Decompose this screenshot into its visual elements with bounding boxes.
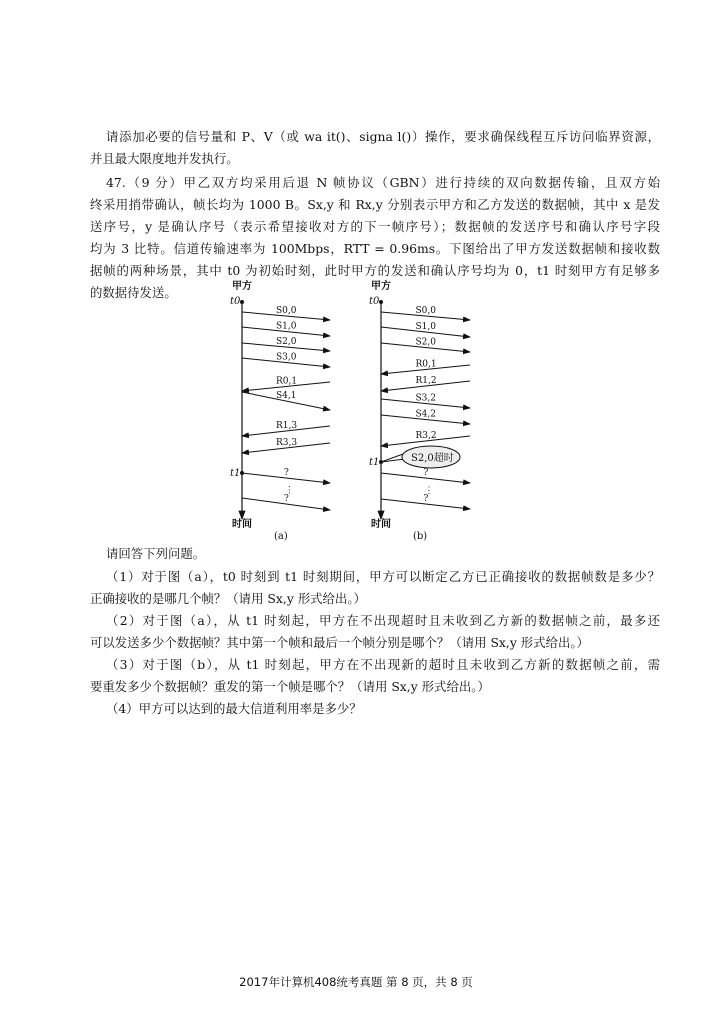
question-line: （3）对于图（b），从 t1 时刻起，甲方在不出现新的超时且未收到乙方新的数据帧之前，需	[106, 657, 660, 672]
frame-label: S4,1	[276, 391, 297, 401]
question-47-line: 均为 3 比特。信道传输速率为 100Mbps，RTT = 0.96ms。下图给出了甲方发送数据帧和接收数	[90, 241, 660, 256]
question-line: 可以发送多少个数据帧？其中第一个帧和最后一个帧分别是哪个？（请用 Sx,y 形式给出。）	[90, 635, 589, 650]
frame-label: S2,0	[415, 337, 436, 348]
frame-label: S3,0	[276, 352, 297, 363]
text-line: 并且最大限度地并发执行。	[90, 151, 239, 166]
question-line: （1）对于图（a），t0 时刻到 t1 时刻期间，甲方可以断定乙方已正确接收的数据帧数是多少？	[106, 569, 660, 584]
frame-label: R3,3	[276, 438, 298, 448]
caption: (b)	[413, 531, 428, 542]
ellipsis-dots: ⋮	[424, 486, 434, 496]
question-line: 请回答下列问题。	[106, 546, 206, 561]
question-line: （4）甲方可以达到的最大信道利用率是多少？	[106, 701, 362, 716]
question-47-line: 据帧的两种场景，其中 t0 为初始时刻，此时甲方的发送和确认序号均为 0，t1 时刻甲方有足够多	[90, 263, 660, 278]
t0-dot	[379, 300, 383, 304]
frame-label: S1,0	[276, 321, 297, 332]
caption: (a)	[274, 531, 288, 542]
frame-label: S0,0	[276, 306, 297, 316]
frame-label: S3,2	[415, 393, 436, 404]
frame-label: ?	[284, 494, 289, 504]
question-line: 正确接收的是哪几个帧？（请用 Sx,y 形式给出。）	[90, 591, 366, 606]
frame-label: R0,1	[415, 359, 437, 370]
frame-label: S2,0	[276, 337, 297, 347]
frame-label: S4,2	[415, 409, 436, 420]
party-label: 甲方	[232, 281, 252, 292]
frame-label: R1,3	[276, 421, 298, 431]
frame-label: R3,2	[415, 431, 437, 441]
frame-label: R1,2	[415, 376, 437, 386]
timeout-label: S2,0超时	[411, 453, 454, 464]
frame-label: ?	[284, 468, 289, 478]
diagram-b	[369, 279, 470, 542]
question-47-line: 终采用捎带确认，帧长均为 1000 B。Sx,y 和 Rx,y 分别表示甲方和乙方发送的数据帧，其中 x 是发	[90, 197, 660, 212]
question-line: （2）对于图（a），从 t1 时刻起，甲方在不出现超时且未收到乙方新的数据帧之前，最多还	[106, 613, 660, 628]
page-footer: 2017年计算机408统考真题 第 8 页，共 8 页	[239, 975, 473, 989]
time-label: 时间	[371, 519, 391, 530]
t0-dot	[240, 300, 244, 304]
frame-label: ?	[423, 494, 429, 504]
t0-label: t0	[230, 296, 241, 307]
question-47-line: 47.（9 分）甲乙双方均采用后退 N 帧协议（GBN）进行持续的双向数据传输，且双方始	[106, 175, 660, 190]
ellipsis-dots: ⋮	[285, 485, 294, 496]
question-47-line: 送序号，y 是确认序号（表示希望接收对方的下一帧序号）；数据帧的发送序号和确认序号字段	[90, 219, 660, 234]
frame-label: ?	[423, 468, 429, 478]
t1-label: t1	[230, 468, 241, 479]
t1-label: t1	[369, 457, 380, 468]
diagram-a	[230, 279, 330, 542]
frame-label: S1,0	[415, 322, 436, 332]
t0-label: t0	[369, 296, 380, 307]
time-label: 时间	[232, 519, 252, 530]
frame-label: S0,0	[415, 306, 436, 316]
frame-label: R0,1	[276, 376, 298, 387]
party-label: 甲方	[371, 281, 391, 292]
callout-pointer	[381, 454, 405, 462]
text-line: 请添加必要的信号量和 P、V（或 wa it()、signa l()）操作，要求确保线程互斥访问临界资源，	[106, 129, 660, 144]
question-47-line: 的数据待发送。	[90, 285, 177, 300]
question-line: 要重发多少个数据帧？重发的第一个帧是哪个？（请用 Sx,y 形式给出。）	[90, 679, 490, 694]
